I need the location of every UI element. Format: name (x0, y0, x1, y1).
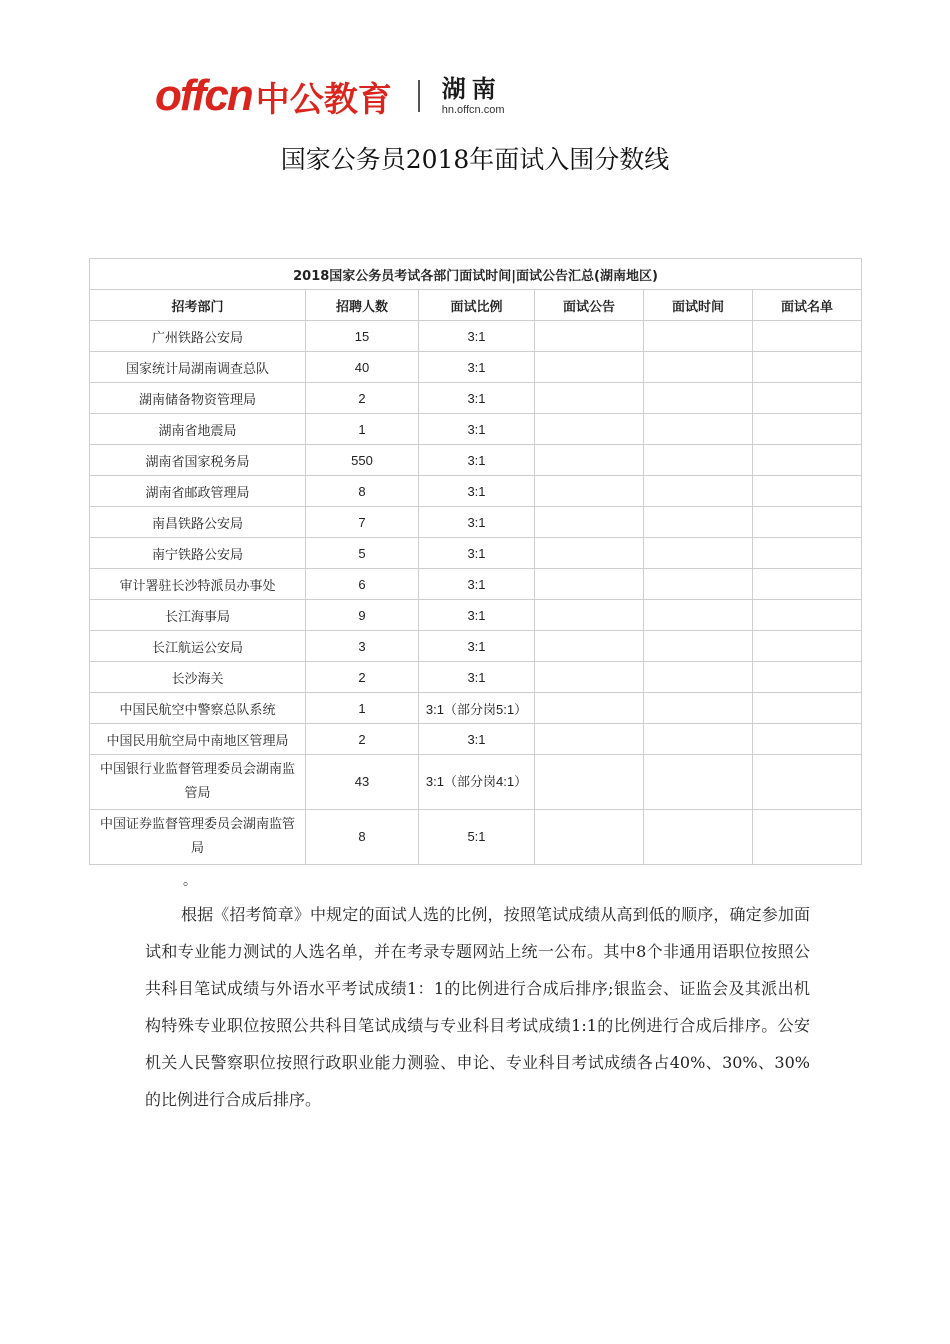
page-title: 国家公务员2018年面试入围分数线 (280, 145, 670, 174)
cell-interview-ratio: 3:1 (419, 662, 535, 693)
cell-interview-notice (535, 414, 644, 445)
cell-interview-notice (535, 755, 644, 810)
cell-interview-notice (535, 662, 644, 693)
cell-recruit-count: 5 (306, 538, 419, 569)
cell-recruit-count: 550 (306, 445, 419, 476)
cell-interview-notice (535, 321, 644, 352)
cell-interview-list (753, 631, 862, 662)
table-row (90, 507, 862, 538)
cell-interview-notice (535, 383, 644, 414)
cell-recruit-count: 6 (306, 569, 419, 600)
cell-interview-time (644, 383, 753, 414)
table-row (90, 538, 862, 569)
cell-department: 中国证券监督管理委员会湖南监管局 (90, 810, 306, 865)
cell-interview-time (644, 321, 753, 352)
cell-interview-ratio: 3:1 (419, 414, 535, 445)
logo-region (441, 74, 505, 116)
cell-department: 南宁铁路公安局 (90, 538, 306, 569)
cell-interview-ratio: 3:1（部分岗4:1） (419, 755, 535, 810)
cell-recruit-count: 1 (306, 414, 419, 445)
table-row (90, 693, 862, 724)
header-interview-list: 面试名单 (753, 290, 862, 321)
cell-department: 长江海事局 (90, 600, 306, 631)
cell-recruit-count: 3 (306, 631, 419, 662)
cell-department: 长沙海关 (90, 662, 306, 693)
header-department: 招考部门 (90, 290, 306, 321)
cell-interview-list (753, 755, 862, 810)
cell-interview-time (644, 352, 753, 383)
cell-recruit-count: 8 (306, 476, 419, 507)
cell-interview-list (753, 569, 862, 600)
cell-department: 南昌铁路公安局 (90, 507, 306, 538)
cell-interview-notice (535, 445, 644, 476)
cell-interview-notice (535, 724, 644, 755)
cell-interview-ratio: 3:1 (419, 321, 535, 352)
cell-department: 湖南省邮政管理局 (90, 476, 306, 507)
header-interview-ratio: 面试比例 (419, 290, 535, 321)
cell-interview-ratio: 3:1 (419, 538, 535, 569)
cell-department: 广州铁路公安局 (90, 321, 306, 352)
logo-brand-cn: 中公教育 (255, 79, 392, 120)
offcn-logo (155, 66, 505, 126)
cell-interview-time (644, 600, 753, 631)
cell-interview-time (644, 538, 753, 569)
logo-region-domain: hn.offcn.com (441, 103, 505, 116)
header-interview-time: 面试时间 (644, 290, 753, 321)
table-row (90, 414, 862, 445)
table-row (90, 476, 862, 507)
cell-interview-time (644, 810, 753, 865)
cell-interview-ratio: 3:1 (419, 600, 535, 631)
cell-interview-ratio: 5:1 (419, 810, 535, 865)
body-paragraph: 根据《招考简章》中规定的面试人选的比例，按照笔试成绩从高到低的顺序，确定参加面试和专业能力测试的人选名单，并在考录专题网站上统一公布。其中8个非通用语职位按照公共科目笔试成绩与外语水平考试成绩1：1的比例进行合成后排序;银监会、证监会及其派出机构特殊专业职位按照公共科目笔试成绩与专业科目考试成绩1:1的比例进行合成后排序。公安机关人民警察职位按照行政职业能力测验、申论、专业科目考试成绩各占40%、30%、30%的比例进行合成后排序。 (145, 905, 810, 1109)
table-row (90, 810, 862, 865)
cell-interview-time (644, 569, 753, 600)
cell-interview-ratio: 3:1 (419, 476, 535, 507)
table-row (90, 383, 862, 414)
cell-interview-list (753, 321, 862, 352)
logo-brand: offcn (155, 71, 252, 120)
cell-recruit-count: 7 (306, 507, 419, 538)
table-caption: 2018国家公务员考试各部门面试时间|面试公告汇总(湖南地区) (90, 259, 862, 290)
cell-recruit-count: 2 (306, 724, 419, 755)
cell-interview-ratio: 3:1（部分岗5:1） (419, 693, 535, 724)
cell-interview-list (753, 445, 862, 476)
cell-interview-notice (535, 569, 644, 600)
logo-region-name: 湖南 (441, 74, 502, 103)
cell-interview-time (644, 631, 753, 662)
table-row (90, 352, 862, 383)
cell-interview-list (753, 352, 862, 383)
cell-department: 中国民用航空局中南地区管理局 (90, 724, 306, 755)
cell-interview-notice (535, 352, 644, 383)
cell-interview-list (753, 383, 862, 414)
table-row (90, 662, 862, 693)
cell-interview-notice (535, 631, 644, 662)
cell-interview-notice (535, 507, 644, 538)
cell-interview-notice (535, 810, 644, 865)
logo-divider (418, 80, 420, 112)
table-row (90, 569, 862, 600)
cell-interview-time (644, 755, 753, 810)
cell-recruit-count: 40 (306, 352, 419, 383)
cell-recruit-count: 9 (306, 600, 419, 631)
cell-interview-list (753, 507, 862, 538)
cell-department: 国家统计局湖南调查总队 (90, 352, 306, 383)
cell-interview-notice (535, 538, 644, 569)
cell-interview-notice (535, 476, 644, 507)
cell-interview-list (753, 414, 862, 445)
cell-department: 长江航运公安局 (90, 631, 306, 662)
cell-interview-list (753, 693, 862, 724)
table-row (90, 600, 862, 631)
cell-interview-time (644, 476, 753, 507)
cell-interview-ratio: 3:1 (419, 724, 535, 755)
header-interview-notice: 面试公告 (535, 290, 644, 321)
cell-interview-time (644, 507, 753, 538)
table-row (90, 755, 862, 810)
header-recruit-count: 招聘人数 (306, 290, 419, 321)
cell-recruit-count: 15 (306, 321, 419, 352)
cell-interview-list (753, 662, 862, 693)
table-row (90, 724, 862, 755)
cell-interview-time (644, 445, 753, 476)
table-row (90, 321, 862, 352)
cell-department: 湖南省地震局 (90, 414, 306, 445)
cell-interview-list (753, 476, 862, 507)
cell-department: 湖南储备物资管理局 (90, 383, 306, 414)
cell-interview-ratio: 3:1 (419, 352, 535, 383)
cell-interview-list (753, 810, 862, 865)
table-row (90, 445, 862, 476)
cell-interview-ratio: 3:1 (419, 383, 535, 414)
cell-recruit-count: 43 (306, 755, 419, 810)
cell-interview-notice (535, 693, 644, 724)
interview-table (89, 258, 862, 865)
cell-department: 湖南省国家税务局 (90, 445, 306, 476)
cell-department: 审计署驻长沙特派员办事处 (90, 569, 306, 600)
cell-interview-list (753, 724, 862, 755)
cell-interview-ratio: 3:1 (419, 569, 535, 600)
table-header-row (90, 290, 862, 321)
cell-interview-notice (535, 600, 644, 631)
after-table-mark: 。 (183, 873, 197, 889)
cell-recruit-count: 1 (306, 693, 419, 724)
cell-department: 中国民航空中警察总队系统 (90, 693, 306, 724)
cell-recruit-count: 8 (306, 810, 419, 865)
table-row (90, 631, 862, 662)
cell-interview-ratio: 3:1 (419, 445, 535, 476)
cell-interview-list (753, 538, 862, 569)
cell-interview-ratio: 3:1 (419, 507, 535, 538)
cell-interview-time (644, 693, 753, 724)
cell-recruit-count: 2 (306, 662, 419, 693)
cell-interview-time (644, 414, 753, 445)
cell-interview-ratio: 3:1 (419, 631, 535, 662)
cell-department: 中国银行业监督管理委员会湖南监管局 (90, 755, 306, 810)
cell-interview-time (644, 724, 753, 755)
cell-recruit-count: 2 (306, 383, 419, 414)
cell-interview-time (644, 662, 753, 693)
cell-interview-list (753, 600, 862, 631)
